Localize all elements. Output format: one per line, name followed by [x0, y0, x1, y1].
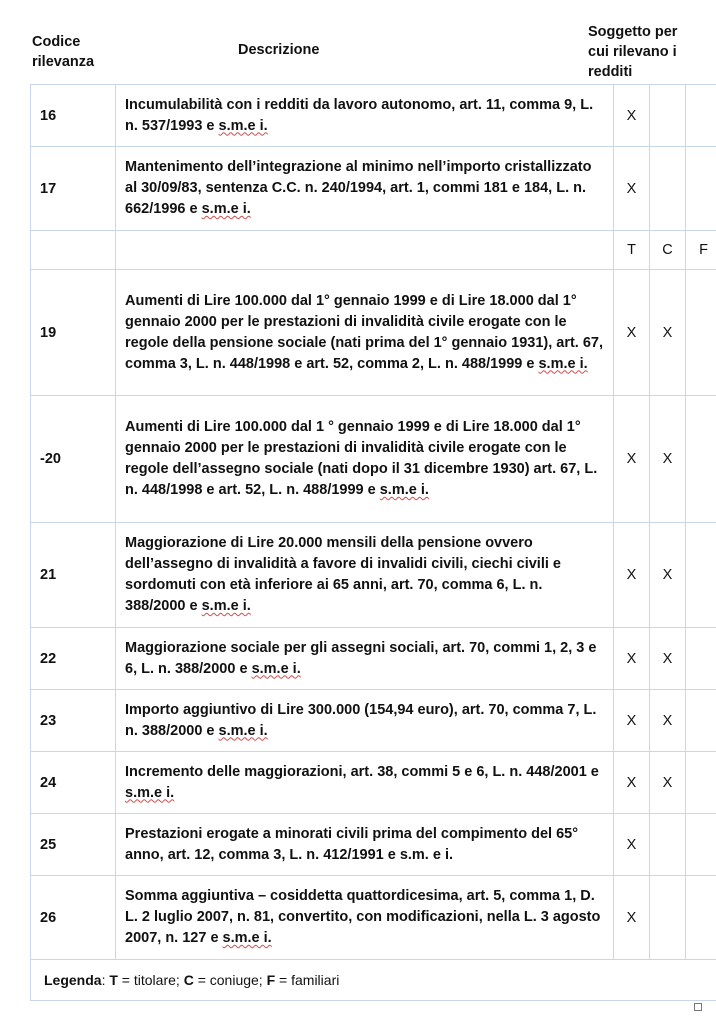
table-row: [31, 147, 716, 231]
legend-c-key: C: [183, 972, 194, 988]
row-mark-c: [650, 876, 686, 960]
resize-handle-icon[interactable]: [694, 1003, 702, 1011]
row-code: 25: [31, 814, 116, 876]
table-row: [31, 523, 716, 628]
row-description: [116, 876, 614, 960]
row-mark-f: [686, 147, 716, 231]
row-sme-text: s.m.e i.: [201, 201, 251, 217]
header-description: Descrizione: [238, 42, 320, 58]
row-mark-t: X: [614, 396, 650, 523]
header-subject: Soggetto per cui rilevano i redditi: [588, 24, 678, 80]
row-description-text: Maggiorazione di Lire 20.000 mensili della pensione ovvero dell’assegno di invalidità a favore di invalidi civili, ciechi civili e sordomuti con età inferiore ai 65 anni, art. 70, comma 6, L. n. 388/2000 e: [125, 535, 561, 614]
row-mark-f: [686, 396, 716, 523]
row-description-text: Importo aggiuntivo di Lire 300.000 (154,94 euro), art. 70, comma 7, L. n. 388/2000 e: [125, 701, 597, 739]
row-mark-f: [686, 752, 716, 814]
row-sme-text: s.m.e i.: [538, 355, 588, 372]
row-description: [116, 628, 614, 690]
legend-row: [31, 960, 716, 1001]
row-sme-text: s.m.e i.: [222, 930, 272, 946]
row-mark-t: X: [614, 270, 650, 396]
row-mark-c: [650, 147, 686, 231]
table-row: [31, 270, 716, 396]
row-mark-c: X: [650, 270, 686, 396]
row-description-text: Aumenti di Lire 100.000 dal 1° gennaio 1999 e di Lire 18.000 dal 1° gennaio 2000 per le prestazioni di invalidità civile erogate con le regole della pensione sociale (nati prima del 1° gennaio 1931), art. 67, comma 3, L. n. 448/1998 e art. 52, comma 2, L. n. 488/1999 e: [125, 292, 604, 372]
row-sme-text: s.m.e i.: [379, 482, 429, 498]
row-mark-t: X: [614, 628, 650, 690]
row-mark-c: X: [650, 752, 686, 814]
legend-t-key: T: [109, 972, 118, 988]
row-sme-text: s.m.e i.: [125, 784, 175, 801]
table-header: [30, 20, 695, 84]
row-mark-t: X: [614, 814, 650, 876]
row-sme-text: s.m.e i.: [201, 598, 251, 614]
row-code: 16: [31, 85, 116, 147]
row-description-text: Maggiorazione sociale per gli assegni sociali, art. 70, commi 1, 2, 3 e 6, L. n. 388/2000 e: [125, 639, 597, 677]
row-description-text: Mantenimento dell’integrazione al minimo nell’importo cristallizzato al 30/09/83, sentenza C.C. n. 240/1994, art. 1, commi 181 e 184, L. n. 662/1996 e: [125, 159, 592, 217]
row-mark-t: T: [614, 231, 650, 270]
header-code: Codice rilevanza: [32, 34, 95, 70]
row-mark-f: F: [686, 231, 716, 270]
row-code: 24: [31, 752, 116, 814]
legend-f-key: F: [266, 972, 276, 988]
row-mark-c: [650, 85, 686, 147]
row-code: 26: [31, 876, 116, 960]
row-mark-t: X: [614, 147, 650, 231]
row-description: [116, 752, 614, 814]
row-sme-text: s.m.e i.: [251, 660, 301, 677]
row-mark-c: X: [650, 523, 686, 628]
row-code: 19: [31, 270, 116, 396]
row-mark-f: [686, 814, 716, 876]
table-row: [31, 231, 716, 270]
table-row: [31, 814, 716, 876]
relevance-table: [30, 84, 716, 1001]
legend-t-val: = titolare;: [117, 972, 184, 988]
row-mark-t: X: [614, 752, 650, 814]
legend-c-val: = coniuge;: [193, 972, 267, 988]
row-mark-f: [686, 628, 716, 690]
row-mark-f: [686, 85, 716, 147]
table-row: [31, 876, 716, 960]
table-row: [31, 690, 716, 752]
row-mark-t: X: [614, 876, 650, 960]
legend: Legenda: T = titolare; C = coniuge; F = familiari: [31, 960, 716, 1001]
table-row: [31, 752, 716, 814]
row-code: 21: [31, 523, 116, 628]
row-description: [116, 85, 614, 147]
row-code: 22: [31, 628, 116, 690]
row-mark-t: X: [614, 690, 650, 752]
row-mark-c: [650, 814, 686, 876]
row-description-text: Incumulabilità con i redditi da lavoro autonomo, art. 11, comma 9, L. n. 537/1993 e: [125, 96, 594, 134]
row-description-text: Aumenti di Lire 100.000 dal 1 ° gennaio 1999 e di Lire 18.000 dal 1° gennaio 2000 per le prestazioni di invalidità civile erogate con le regole dell’assegno sociale (nati dopo il 31 dicembre 1930) art. 67, L. n. 448/1998 e art. 52, L. n. 488/1999 e: [125, 419, 598, 498]
row-description: [116, 231, 614, 270]
table-row: [31, 85, 716, 147]
row-description: [116, 396, 614, 523]
row-code: 23: [31, 690, 116, 752]
table-row: [31, 628, 716, 690]
row-description: [116, 270, 614, 396]
row-mark-c: X: [650, 628, 686, 690]
row-mark-t: X: [614, 523, 650, 628]
row-mark-f: [686, 690, 716, 752]
row-mark-f: [686, 876, 716, 960]
row-description: [116, 814, 614, 876]
row-mark-c: X: [650, 690, 686, 752]
row-mark-c: C: [650, 231, 686, 270]
row-mark-t: X: [614, 85, 650, 147]
row-sme-text: s.m.e i.: [218, 117, 268, 134]
row-code: 17: [31, 147, 116, 231]
row-description-text: Prestazioni erogate a minorati civili prima del compimento del 65° anno, art. 12, comma 3, L. n. 412/1991 e s.m. e i.: [125, 825, 579, 863]
row-description-text: Incremento delle maggiorazioni, art. 38, commi 5 e 6, L. n. 448/2001 e: [125, 763, 599, 780]
row-mark-f: [686, 270, 716, 396]
row-description: [116, 690, 614, 752]
row-description: [116, 523, 614, 628]
row-code: [31, 231, 116, 270]
table-row: [31, 396, 716, 523]
row-description: [116, 147, 614, 231]
row-description-text: Somma aggiuntiva – cosiddetta quattordicesima, art. 5, comma 1, D. L. 2 luglio 2007, n. 81, convertito, con modificazioni, nella L. 3 agosto 2007, n. 127 e: [125, 888, 601, 946]
row-mark-c: X: [650, 396, 686, 523]
row-mark-f: [686, 523, 716, 628]
legend-f-val: = familiari: [275, 972, 340, 988]
row-sme-text: s.m.e i.: [218, 722, 268, 739]
row-code: ‑20: [31, 396, 116, 523]
legend-label: Legenda: [44, 972, 102, 988]
